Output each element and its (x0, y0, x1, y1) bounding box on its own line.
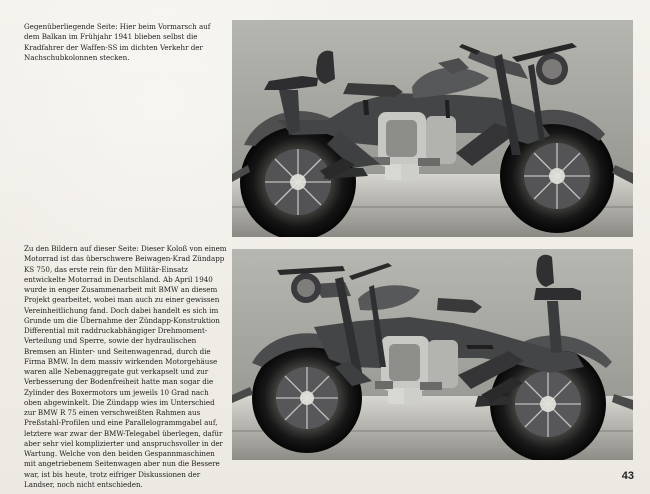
bottom-photo-caption: Zu den Bildern auf dieser Seite: Dieser Koloß von einem Motorrad ist das überschwere Beiwagen-Krad Zündapp KS 750, das erste rein für den Militär-Einsatz entwickelte Motorrad in Deutschland. Ab April 1940 wurde in enger Zusammenarbeit mit BMW an diesem Projekt gearbeitet, wobei man auch zu einer gewissen Vereinheitlichung fand. Doch dabei handelt es sich im Grunde um die Übernahme der Zündapp-Konstruktion Differential mit raddruckabhängiger Drehmoment-Verteilung und Sperre, sowie der hydraulischen Bremsen an Hinter- und Seitenwagenrad, durch die Firma BMW. In dem massiv wirkenden Motorgehäuse waren alle Nebenaggregate gut verkapselt und zur Verbesserung der Bodenfreiheit hatte man sogar die Zylinder des Boxermotors um jeweils 10 Grad nach oben abgewinkelt. Die Zündapp wies im Unterschied zur BMW R 75 einen verschweißten Rahmen aus Preßstahl-Profilen und eine Parallelogrammgabel auf, letztere war zwar der BMW-Telegabel überlegen, dafür aber sehr viel komplizierter und anspruchsvoller in der Wartung. Welche von den beiden Gespannmaschinen mit angetriebenem Seitenwagen aber nun die Bessere war, ist bis heute, trotz eifriger Diskussionen der Landser, noch nicht entschieden. (24, 244, 227, 489)
top-motorcycle-photo (232, 20, 633, 237)
page-number: 43 (621, 470, 634, 482)
bottom-motorcycle-photo (232, 249, 633, 460)
bottom-motorcycle-illustration (232, 249, 633, 460)
top-motorcycle-illustration (232, 20, 633, 237)
top-photo-caption: Gegenüberliegende Seite: Hier beim Vormarsch auf dem Balkan im Frühjahr 1941 blieben selbst die Kradfahrer der Waffen-SS im dichten Verkehr der Nachschubkolonnen stecken. (24, 22, 211, 62)
